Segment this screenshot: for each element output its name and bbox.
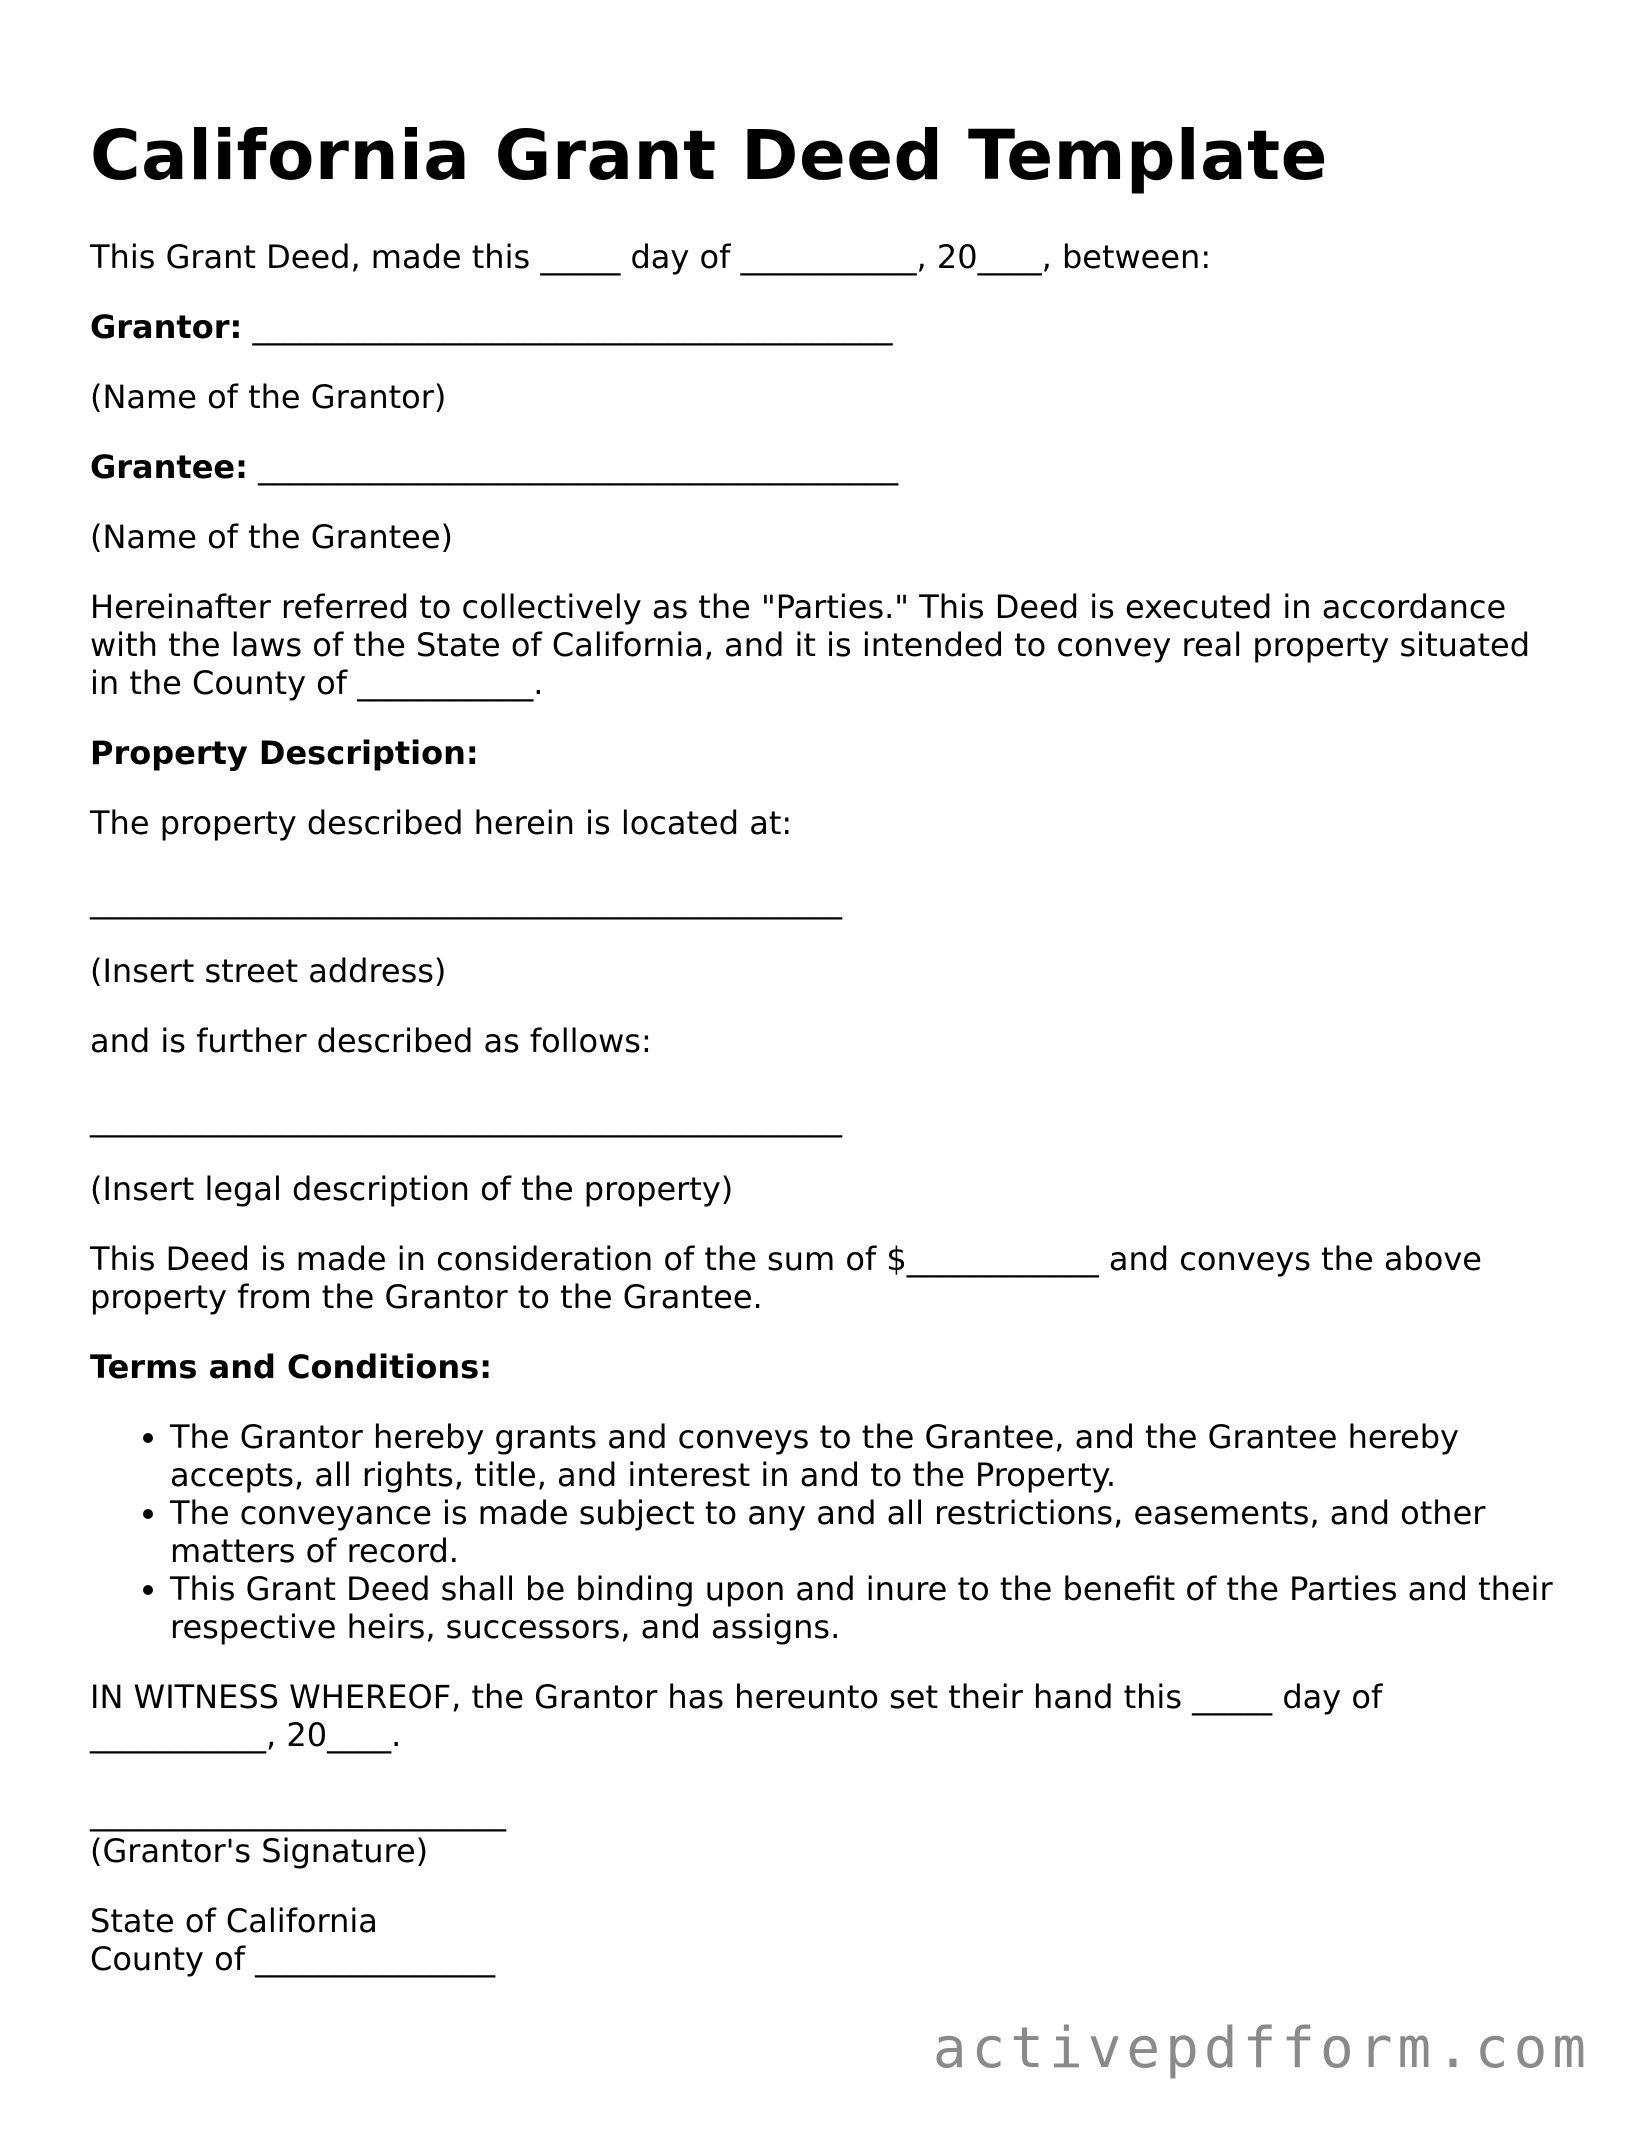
grantee-line	[90, 448, 1560, 486]
street-address-field[interactable]: _______________________________________________	[90, 882, 842, 920]
watermark: activepdfform.com	[932, 2016, 1591, 2081]
document-title: California Grant Deed Template	[90, 116, 1328, 196]
street-address-caption: (Insert street address)	[90, 952, 447, 990]
grantor-signature-caption: (Grantor's Signature)	[90, 1832, 429, 1870]
grantor-name-field[interactable]: ________________________________________	[252, 308, 893, 346]
document-page	[90, 116, 1560, 2010]
grantee-caption: (Name of the Grantee)	[90, 518, 454, 556]
state-line: State of California	[90, 1902, 378, 1940]
intro-text: This Grant Deed, made this _____ day of ___________, 20____, between:	[90, 238, 1212, 276]
parties-paragraph: Hereinafter referred to collectively as the "Parties." This Deed is executed in accordance with the laws of the State of California, and it is intended to convey real property situated in the County of ___________.	[90, 588, 1531, 702]
consideration-paragraph: This Deed is made in consideration of the sum of $____________ and conveys the above property from the Grantor to the Grantee.	[90, 1240, 1482, 1316]
terms-list-item: • The Grantor hereby grants and conveys to the Grantee, and the Grantee hereby accepts, all rights, title, and interest in and to the Property.	[170, 1418, 1560, 1494]
county-line: County of _______________	[90, 1940, 496, 1978]
grantor-line	[90, 308, 1560, 346]
property-heading: Property Description:	[90, 734, 479, 772]
grantor-label: Grantor:	[90, 308, 243, 346]
grantee-name-field[interactable]: ________________________________________	[258, 448, 899, 486]
further-description-text: and is further described as follows:	[90, 1022, 652, 1060]
witness-paragraph: IN WITNESS WHEREOF, the Grantor has hereunto set their hand this _____ day of ___________, 20____.	[90, 1678, 1383, 1754]
legal-description-caption: (Insert legal description of the property)	[90, 1170, 734, 1208]
grantor-signature-field[interactable]: __________________________	[90, 1794, 506, 1832]
property-located-text: The property described herein is located at:	[90, 804, 793, 842]
legal-description-field[interactable]: _______________________________________________	[90, 1100, 842, 1138]
grantee-label: Grantee:	[90, 448, 248, 486]
terms-list-item: • The conveyance is made subject to any and all restrictions, easements, and other matters of record.	[170, 1494, 1560, 1570]
terms-heading: Terms and Conditions:	[90, 1348, 493, 1386]
terms-list	[90, 1418, 1560, 1646]
terms-list-item: • This Grant Deed shall be binding upon and inure to the benefit of the Parties and their respective heirs, successors, and assigns.	[170, 1570, 1560, 1646]
grantor-caption: (Name of the Grantor)	[90, 378, 447, 416]
